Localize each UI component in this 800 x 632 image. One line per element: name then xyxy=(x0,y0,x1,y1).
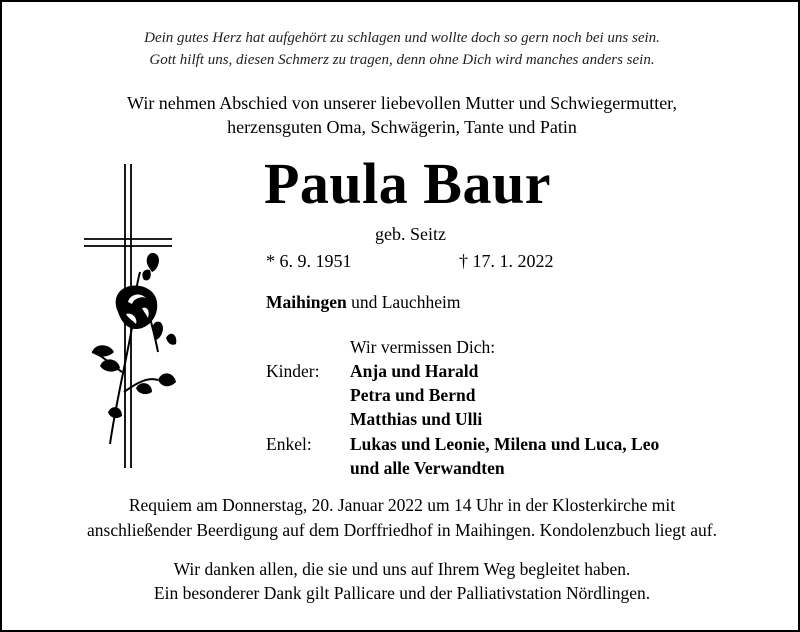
residence xyxy=(266,292,460,313)
grandchildren-label: Enkel: xyxy=(266,434,312,454)
death-date: † 17. 1. 2022 xyxy=(459,251,554,271)
children-label: Kinder: xyxy=(266,361,320,381)
verse-line-2: Gott hilft uns, diesen Schmerz zu tragen, denn ohne Dich wird manches anders sein. xyxy=(149,52,655,68)
cross-with-rose-icon xyxy=(78,162,178,474)
grandchild-entry: Lukas und Leonie, Milena und Luca, Leo xyxy=(350,434,660,454)
child-entry: Petra und Bernd xyxy=(350,385,476,405)
grandchild-entry: und alle Verwandten xyxy=(350,458,505,478)
intro-line-2: herzensguten Oma, Schwägerin, Tante und Patin xyxy=(227,117,577,137)
intro-line-1: Wir nehmen Abschied von unserer liebevollen Mutter und Schwiegermutter, xyxy=(127,93,677,113)
residence-rest: und Lauchheim xyxy=(346,292,461,312)
service-line-2: anschließender Beerdigung auf dem Dorffriedhof in Maihingen. Kondolenzbuch liegt auf. xyxy=(87,520,717,540)
deceased-name: Paula Baur xyxy=(264,151,551,216)
residence-town: Maihingen xyxy=(266,292,347,312)
child-entry: Matthias und Ulli xyxy=(350,409,483,429)
mourners-heading: Wir vermissen Dich: xyxy=(350,337,496,357)
service-line-1: Requiem am Donnerstag, 20. Januar 2022 um 14 Uhr in der Klosterkirche mit xyxy=(128,495,676,515)
verse-line-1: Dein gutes Herz hat aufgehört zu schlagen und wollte doch so gern noch bei uns sein. xyxy=(144,30,660,46)
thanks-line-1: Wir danken allen, die sie und uns auf Ihrem Weg begleitet haben. xyxy=(173,559,631,579)
child-entry: Anja und Harald xyxy=(350,361,479,381)
thanks-line-2: Ein besonderer Dank gilt Pallicare und der Palliativstation Nördlingen. xyxy=(153,583,651,603)
birth-date: * 6. 9. 1951 xyxy=(266,251,352,271)
birth-name: geb. Seitz xyxy=(375,224,446,244)
